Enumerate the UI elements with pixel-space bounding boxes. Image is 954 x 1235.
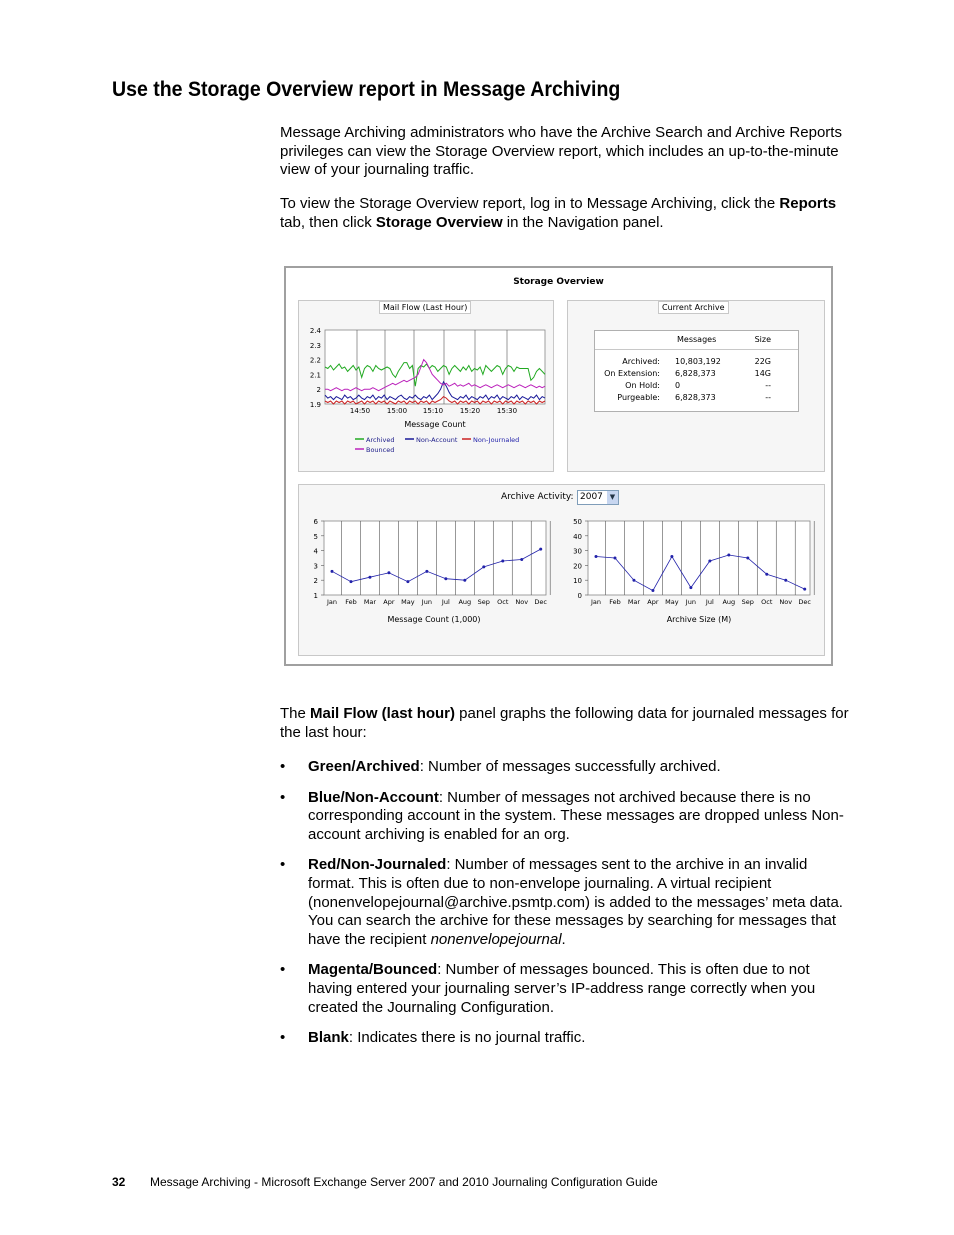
instr-text-2: tab, then click [280,213,376,231]
data-point [784,579,787,582]
x-tick-label: 14:50 [349,407,371,415]
y-tick-label: 50 [573,518,582,526]
y-tick-label: 2.3 [309,341,321,350]
current-archive-table [594,330,799,412]
intro-paragraph: Message Archiving administrators who have the Archive Search and Archive Reports privileges can view the Storage Overview report, which includes an up-to-the-minute view of your journaling traffic. [280,124,842,179]
row-label: Archived: [622,357,660,366]
row-size: -- [765,393,771,402]
data-point [595,555,598,558]
row-label: Purgeable: [617,393,660,402]
x-tick-label: Aug [458,598,472,606]
legend-label: Bounced [366,446,395,454]
mail-flow-paragraph [280,705,850,742]
bullet-term: Blank [308,1029,349,1047]
x-tick-label: Oct [497,598,509,606]
x-tick-label: Apr [383,598,395,606]
plot-area [324,521,546,595]
storage-overview-term: Storage Overview [375,213,503,231]
mail-flow-xlabel: Message Count [404,420,466,429]
bullet-term: Red/Non-Journaled [308,856,447,874]
x-tick-label: 15:10 [422,407,444,415]
row-messages: 0 [675,381,681,390]
x-tick-label: Nov [515,598,529,606]
data-point [463,579,466,582]
data-point [425,570,428,573]
y-tick-label: 30 [573,547,582,556]
data-point [803,588,806,591]
archive-activity-charts [299,485,824,655]
x-tick-label: Feb [609,598,621,606]
row-messages: 6,828,373 [675,393,716,402]
x-tick-label: Feb [345,598,357,606]
x-tick-label: Jun [421,598,432,606]
y-tick-label: 3 [313,562,318,571]
instr-text-3: in the Navigation panel. [502,213,664,231]
data-point [670,555,673,558]
data-point [765,573,768,576]
x-tick-label: 15:00 [386,407,408,415]
bullet-icon: • [280,1029,286,1047]
data-point [613,557,616,560]
bullet-icon: • [280,758,286,775]
data-point [539,548,542,551]
bullet-term: Magenta/Bounced [308,961,438,979]
archive-activity-label: Archive Activity: [501,492,574,502]
footer-title: Message Archiving - Microsoft Exchange Server 2007 and 2010 Journaling Configuration Guide [150,1175,658,1189]
page-number: 32 [112,1175,126,1189]
data-point [632,579,635,582]
bullet-text: : Number of messages sent to the archive in an invalid format. This is often due to non-envelope journaling. A virtual recipient (nonenvelopejournal@archive.psmtp.com) is added to the messages’ meta data. You can search the archive for these messages by searching for messages that have the recipient [308,856,843,948]
x-tick-label: Jun [685,598,696,606]
row-messages: 6,828,373 [675,369,716,378]
x-tick-label: 15:30 [496,407,518,415]
data-point [708,559,711,562]
row-messages: 10,803,192 [675,357,721,366]
row-size: 22G [754,357,771,366]
bullet-term: Green/Archived [308,758,420,775]
y-tick-label: 20 [573,562,582,571]
x-tick-label: Dec [798,598,812,606]
y-tick-label: 6 [313,518,318,526]
current-archive-panel [567,300,825,472]
instr-text-1: To view the Storage Overview report, log in to Message Archiving, click the [280,195,780,212]
data-point [746,557,749,560]
legend-label: Non-Journaled [473,436,520,444]
y-tick-label: 40 [573,532,582,541]
page-heading: Use the Storage Overview report in Message Archiving [112,78,621,101]
x-tick-label: Dec [534,598,548,606]
y-tick-label: 0 [577,592,582,600]
year-select-value: 2007 [580,492,603,502]
chart-xlabel: Message Count (1,000) [387,615,481,624]
bullet-text: : Indicates there is no journal traffic. [348,1029,586,1047]
mf-text-1: The [280,705,311,722]
data-point [387,571,390,574]
y-tick-label: 2 [316,386,321,395]
legend-label: Archived [366,436,395,444]
x-tick-label: Jul [441,598,450,606]
row-size: 14G [754,369,771,378]
x-tick-label: Apr [647,598,659,606]
y-tick-label: 4 [313,547,318,556]
x-tick-label: Sep [477,598,490,606]
bullet-text: : Number of messages not archived because there is no corresponding account in the system. These messages are dropped unless Non-account archiving is enabled for an org. [308,788,844,843]
legend-bullet-list [280,758,850,1060]
data-point [349,580,352,583]
list-item [280,856,850,949]
mf-text-2: panel graphs the following data for journaled messages for the last hour: [280,705,849,741]
plot-area [588,521,810,595]
list-item [280,789,850,845]
bullet-icon: • [280,961,286,979]
figure-title: Storage Overview [513,277,604,287]
x-tick-label: Sep [741,598,754,606]
list-item [280,758,850,777]
y-tick-label: 2.4 [309,327,321,335]
x-tick-label: 15:20 [459,407,481,415]
mail-flow-tag: Mail Flow (Last Hour) [379,301,471,314]
data-point [368,576,371,579]
x-tick-label: May [665,598,679,606]
x-tick-label: May [401,598,415,606]
bullet-icon: • [280,856,286,874]
storage-overview-screenshot [284,266,833,666]
x-tick-label: Jul [705,598,714,606]
y-tick-label: 2 [313,577,318,586]
data-point [501,559,504,562]
y-tick-label: 2.1 [309,371,321,380]
data-point [520,558,523,561]
y-tick-label: 10 [573,577,582,586]
y-tick-label: 5 [313,532,318,541]
x-tick-label: Mar [363,598,377,606]
y-tick-label: 1 [313,592,318,600]
bullet-text: : Number of messages successfully archived. [419,758,721,775]
chart-xlabel: Archive Size (M) [666,615,732,624]
bullet-italic: nonenvelopejournal [430,930,562,948]
x-tick-label: Jan [326,598,338,606]
data-point [482,565,485,568]
data-point [727,554,730,557]
reports-term: Reports [779,195,837,212]
bullet-icon: • [280,788,286,806]
legend-label: Non-Account [416,436,458,444]
x-tick-label: Mar [627,598,641,606]
data-point [651,589,654,592]
current-archive-tag: Current Archive [658,301,729,314]
data-point [406,580,409,583]
y-tick-label: 1.9 [309,401,321,409]
mail-flow-panel [298,300,554,472]
bullet-after: . [561,930,566,948]
row-label: On Extension: [604,369,660,378]
instructions-paragraph [280,195,850,232]
col-size: Size [754,335,771,344]
y-tick-label: 2.2 [309,356,321,365]
bullet-term: Blue/Non-Account [308,788,439,806]
data-point [331,570,334,573]
archive-activity-panel [298,484,825,656]
data-point [444,577,447,580]
x-tick-label: Oct [761,598,773,606]
x-tick-label: Nov [779,598,793,606]
list-item [280,1029,850,1048]
row-size: -- [765,381,771,390]
col-messages: Messages [677,335,717,344]
mail-flow-chart [299,301,553,471]
x-tick-label: Aug [722,598,736,606]
list-item [280,961,850,1017]
x-tick-label: Jan [590,598,602,606]
mail-flow-term: Mail Flow (last hour) [310,705,456,722]
table-header [595,331,798,350]
bullet-text: : Number of messages bounced. This is often due to not having entered your journaling server’s IP-address range correctly when you created the Journaling Configuration. [308,961,816,1016]
row-label: On Hold: [625,381,660,390]
chevron-down-icon[interactable]: ▼ [607,491,618,504]
data-point [689,586,692,589]
